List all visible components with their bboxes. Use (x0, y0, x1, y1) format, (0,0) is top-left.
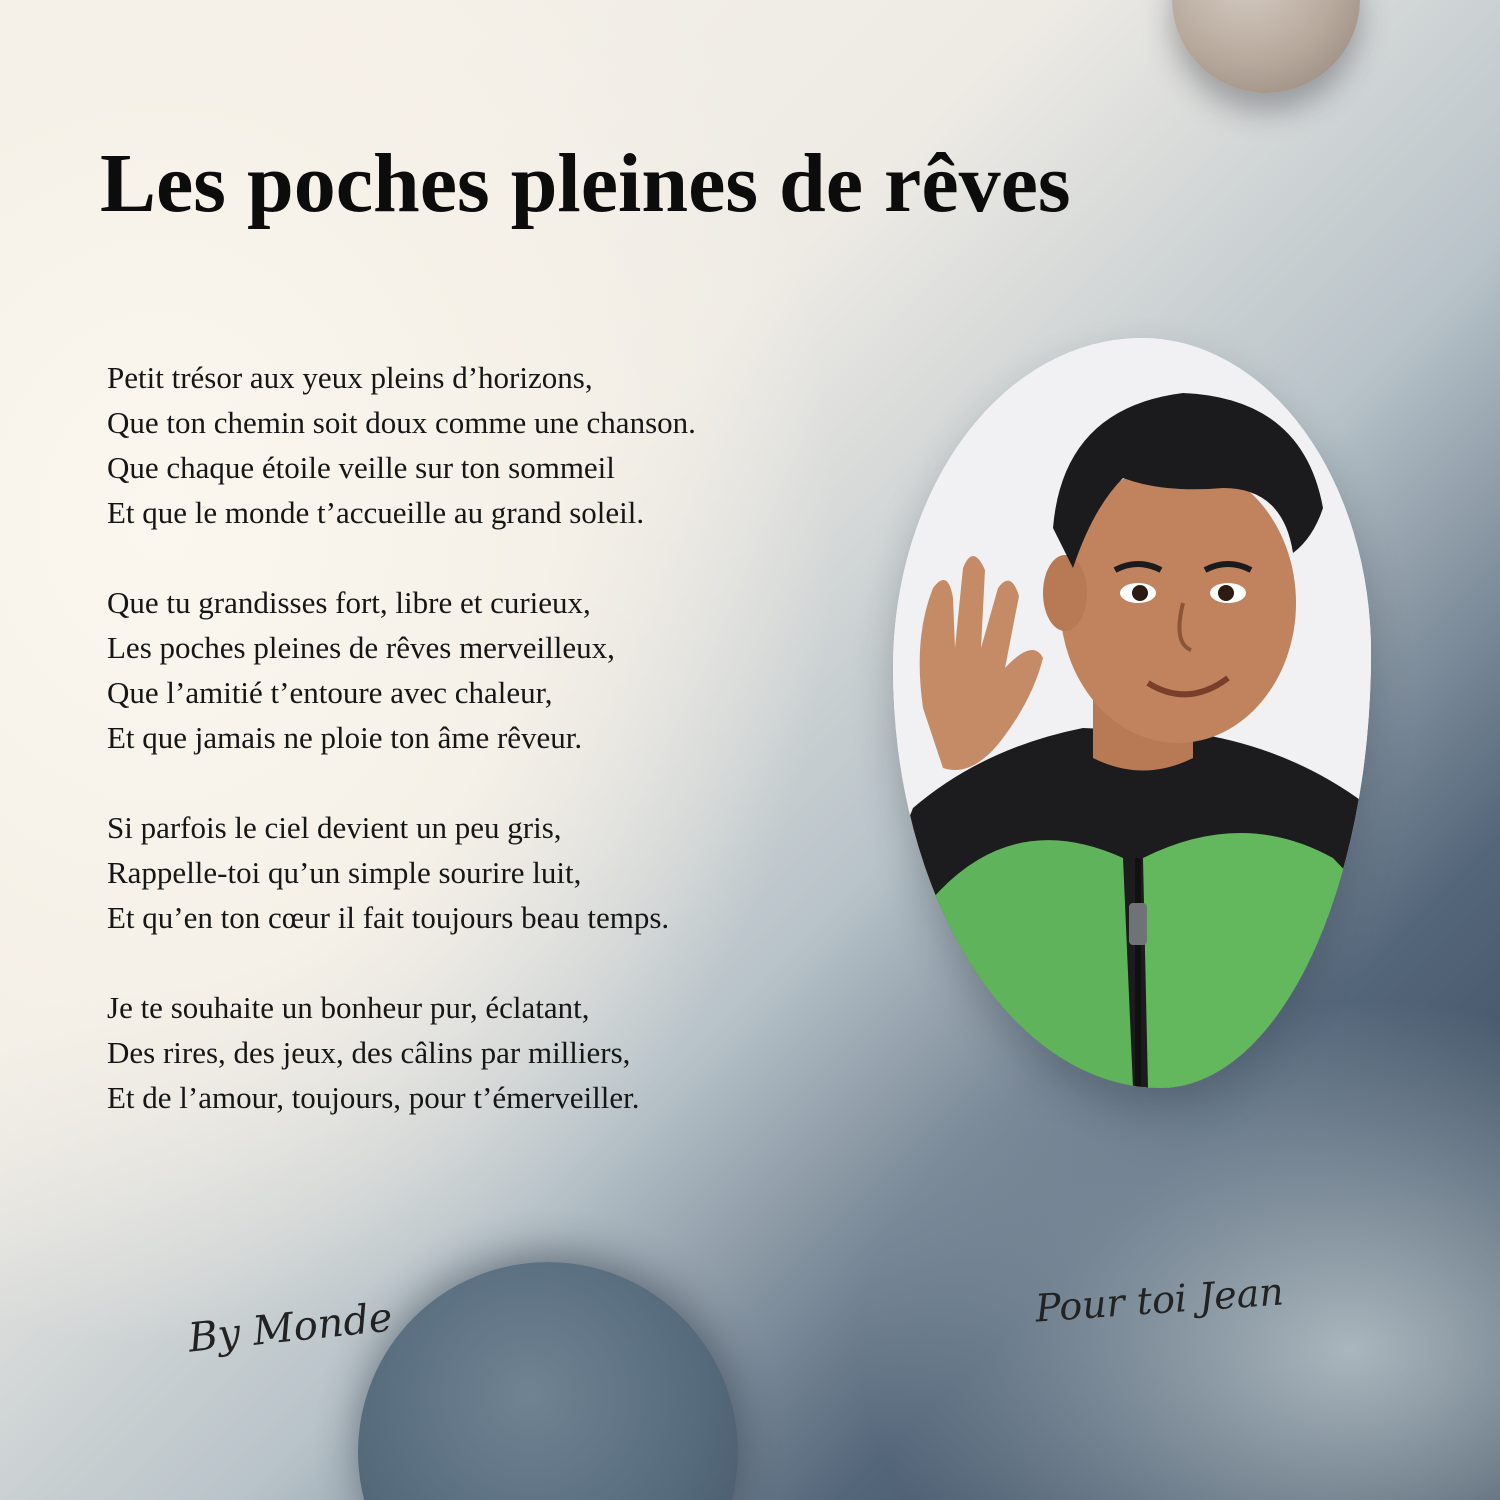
stanza (107, 985, 887, 1120)
poem-line: Petit trésor aux yeux pleins d’horizons, (107, 360, 593, 395)
child-portrait-illustration (893, 338, 1371, 1088)
poem-line: Que l’amitié t’entoure avec chaleur, (107, 675, 553, 710)
poem-line: Si parfois le ciel devient un peu gris, (107, 810, 562, 845)
poem-line: Des rires, des jeux, des câlins par milliers, (107, 1035, 631, 1070)
poem-line: Et que le monde t’accueille au grand soleil. (107, 495, 645, 530)
poem-line: Rappelle-toi qu’un simple sourire luit, (107, 855, 582, 890)
poem-line: Que tu grandisses fort, libre et curieux, (107, 585, 591, 620)
poem-line: Les poches pleines de rêves merveilleux, (107, 630, 615, 665)
poem-line: Et qu’en ton cœur il fait toujours beau temps. (107, 900, 670, 935)
poem-line: Et de l’amour, toujours, pour t’émerveiller. (107, 1080, 640, 1115)
poem-line: Je te souhaite un bonheur pur, éclatant, (107, 990, 590, 1025)
decorative-disc-top (1172, 0, 1360, 93)
decorative-disc-bottom (358, 1262, 738, 1500)
child-portrait-photo (893, 338, 1371, 1088)
poem-line: Que ton chemin soit doux comme une chanson. (107, 405, 696, 440)
poem-line: Que chaque étoile veille sur ton sommeil (107, 450, 615, 485)
poem-body (107, 355, 887, 1165)
stanza (107, 805, 887, 940)
author-signature: By Monde (186, 1294, 395, 1362)
dedication-signature: Pour toi Jean (1033, 1269, 1286, 1331)
poem-line: Et que jamais ne ploie ton âme rêveur. (107, 720, 583, 755)
stanza (107, 355, 887, 535)
stanza (107, 580, 887, 760)
poem-title: Les poches pleines de rêves (100, 137, 1071, 230)
